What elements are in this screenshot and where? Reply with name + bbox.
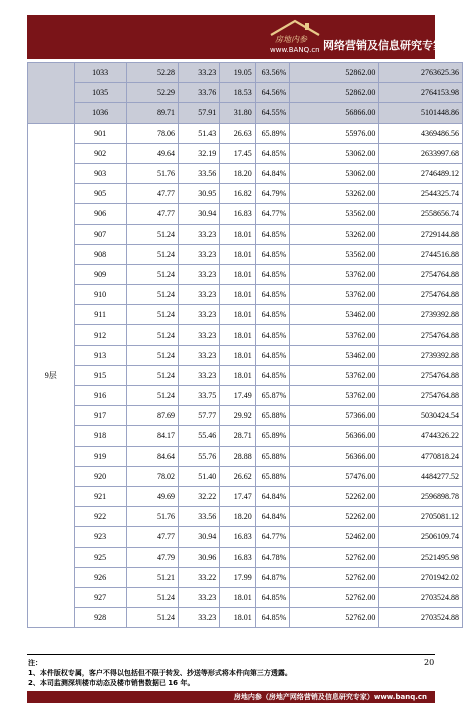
header-banner: [27, 15, 444, 59]
value-cell: 64.85%: [255, 325, 290, 345]
value-cell: 51.24: [126, 608, 178, 628]
value-cell: 51.24: [126, 325, 178, 345]
unit-cell: 927: [74, 587, 126, 607]
unit-cell: 905: [74, 184, 126, 204]
value-cell: 51.76: [126, 507, 178, 527]
value-cell: 18.01: [220, 224, 256, 244]
page-number: 20: [424, 658, 435, 667]
unit-cell: 1036: [74, 103, 126, 123]
value-cell: 2754764.88: [379, 325, 463, 345]
value-cell: 64.85%: [255, 365, 290, 385]
value-cell: 2521495.98: [379, 547, 463, 567]
unit-cell: 902: [74, 143, 126, 163]
value-cell: 55.76: [179, 446, 220, 466]
value-cell: 51.24: [126, 386, 178, 406]
value-cell: 52762.00: [290, 587, 379, 607]
unit-cell: 922: [74, 507, 126, 527]
value-cell: 33.23: [179, 244, 220, 264]
value-cell: 64.78%: [255, 547, 290, 567]
value-cell: 2705081.12: [379, 507, 463, 527]
value-cell: 51.76: [126, 163, 178, 183]
table-row: [28, 486, 463, 506]
value-cell: 47.79: [126, 547, 178, 567]
value-cell: 53562.00: [290, 244, 379, 264]
value-cell: 53762.00: [290, 386, 379, 406]
value-cell: 64.85%: [255, 244, 290, 264]
value-cell: 4369486.56: [379, 123, 463, 143]
unit-cell: 908: [74, 244, 126, 264]
value-cell: 56366.00: [290, 446, 379, 466]
value-cell: 78.06: [126, 123, 178, 143]
value-cell: 33.23: [179, 285, 220, 305]
table-row: [28, 426, 463, 446]
value-cell: 51.24: [126, 587, 178, 607]
value-cell: 52.28: [126, 63, 178, 83]
value-cell: 18.53: [220, 83, 256, 103]
table-row: [28, 386, 463, 406]
value-cell: 33.75: [179, 386, 220, 406]
table-row: [28, 507, 463, 527]
value-cell: 65.88%: [255, 446, 290, 466]
value-cell: 53262.00: [290, 224, 379, 244]
value-cell: 65.87%: [255, 386, 290, 406]
footer-banner: [27, 691, 435, 703]
table-row: [28, 567, 463, 587]
value-cell: 4484277.52: [379, 466, 463, 486]
value-cell: 18.01: [220, 305, 256, 325]
table-row: [28, 365, 463, 385]
value-cell: 64.56%: [255, 83, 290, 103]
value-cell: 33.23: [179, 264, 220, 284]
unit-cell: 923: [74, 527, 126, 547]
value-cell: 84.17: [126, 426, 178, 446]
value-cell: 33.23: [179, 608, 220, 628]
value-cell: 51.24: [126, 345, 178, 365]
value-cell: 16.83: [220, 527, 256, 547]
value-cell: 2596898.78: [379, 486, 463, 506]
value-cell: 18.01: [220, 365, 256, 385]
value-cell: 47.77: [126, 184, 178, 204]
notes-label: 注：: [28, 659, 42, 667]
value-cell: 16.83: [220, 204, 256, 224]
value-cell: 33.56: [179, 507, 220, 527]
value-cell: 65.89%: [255, 123, 290, 143]
unit-cell: 916: [74, 386, 126, 406]
table-row: [28, 325, 463, 345]
value-cell: 64.79%: [255, 184, 290, 204]
unit-cell: 1033: [74, 63, 126, 83]
table-row: [28, 285, 463, 305]
table-row: [28, 446, 463, 466]
value-cell: 33.22: [179, 567, 220, 587]
table-row: [28, 305, 463, 325]
value-cell: 57.77: [179, 406, 220, 426]
value-cell: 51.21: [126, 567, 178, 587]
logo: [265, 19, 325, 55]
value-cell: 64.84%: [255, 163, 290, 183]
table-row: [28, 587, 463, 607]
value-cell: 52862.00: [290, 83, 379, 103]
unit-cell: 906: [74, 204, 126, 224]
value-cell: 2701942.02: [379, 567, 463, 587]
floor-cell: 9层: [28, 123, 75, 628]
value-cell: 2544325.74: [379, 184, 463, 204]
value-cell: 78.02: [126, 466, 178, 486]
value-cell: 52.29: [126, 83, 178, 103]
value-cell: 53062.00: [290, 143, 379, 163]
value-cell: 64.84%: [255, 507, 290, 527]
unit-cell: 913: [74, 345, 126, 365]
value-cell: 31.80: [220, 103, 256, 123]
value-cell: 47.77: [126, 527, 178, 547]
value-cell: 18.01: [220, 285, 256, 305]
note-line-2: 2、本司监测深圳楼市动态及楼市销售数据已 16 年。: [28, 679, 195, 687]
value-cell: 52762.00: [290, 567, 379, 587]
unit-cell: 917: [74, 406, 126, 426]
value-cell: 64.85%: [255, 587, 290, 607]
value-cell: 52862.00: [290, 63, 379, 83]
table-row: [28, 264, 463, 284]
value-cell: 2633997.68: [379, 143, 463, 163]
value-cell: 57476.00: [290, 466, 379, 486]
value-cell: 51.24: [126, 264, 178, 284]
value-cell: 47.77: [126, 204, 178, 224]
value-cell: 2746489.12: [379, 163, 463, 183]
value-cell: 53462.00: [290, 305, 379, 325]
unit-cell: 910: [74, 285, 126, 305]
table-row: [28, 244, 463, 264]
value-cell: 30.94: [179, 527, 220, 547]
value-cell: 33.23: [179, 63, 220, 83]
unit-cell: 918: [74, 426, 126, 446]
value-cell: 32.19: [179, 143, 220, 163]
value-cell: 16.82: [220, 184, 256, 204]
value-cell: 26.63: [220, 123, 256, 143]
value-cell: 18.01: [220, 325, 256, 345]
value-cell: 30.96: [179, 547, 220, 567]
value-cell: 2754764.88: [379, 285, 463, 305]
value-cell: 16.83: [220, 547, 256, 567]
value-cell: 18.20: [220, 163, 256, 183]
table-row: [28, 163, 463, 183]
table-row: [28, 547, 463, 567]
value-cell: 2729144.88: [379, 224, 463, 244]
logo-url: www.BANQ.cn: [270, 46, 320, 54]
value-cell: 65.88%: [255, 466, 290, 486]
value-cell: 64.85%: [255, 608, 290, 628]
value-cell: 84.64: [126, 446, 178, 466]
value-cell: 18.20: [220, 507, 256, 527]
table-row: [28, 406, 463, 426]
value-cell: 65.88%: [255, 406, 290, 426]
value-cell: 2558656.74: [379, 204, 463, 224]
value-cell: 89.71: [126, 103, 178, 123]
value-cell: 2739392.88: [379, 345, 463, 365]
unit-cell: 919: [74, 446, 126, 466]
value-cell: 28.71: [220, 426, 256, 446]
value-cell: 53762.00: [290, 264, 379, 284]
value-cell: 53562.00: [290, 204, 379, 224]
value-cell: 55976.00: [290, 123, 379, 143]
value-cell: 64.85%: [255, 345, 290, 365]
value-cell: 49.64: [126, 143, 178, 163]
value-cell: 29.92: [220, 406, 256, 426]
table-row: [28, 184, 463, 204]
value-cell: 53062.00: [290, 163, 379, 183]
unit-cell: 909: [74, 264, 126, 284]
value-cell: 53762.00: [290, 365, 379, 385]
value-cell: 64.87%: [255, 567, 290, 587]
unit-cell: 925: [74, 547, 126, 567]
value-cell: 2754764.88: [379, 365, 463, 385]
value-cell: 64.77%: [255, 527, 290, 547]
table-row: [28, 527, 463, 547]
value-cell: 52462.00: [290, 527, 379, 547]
value-cell: 87.69: [126, 406, 178, 426]
value-cell: 55.46: [179, 426, 220, 446]
table-row: [28, 608, 463, 628]
value-cell: 33.23: [179, 587, 220, 607]
table-row: [28, 224, 463, 244]
value-cell: 51.40: [179, 466, 220, 486]
value-cell: 57366.00: [290, 406, 379, 426]
value-cell: 51.24: [126, 244, 178, 264]
value-cell: 53762.00: [290, 285, 379, 305]
value-cell: 53462.00: [290, 345, 379, 365]
table-row: [28, 143, 463, 163]
unit-cell: 911: [74, 305, 126, 325]
table-row: [28, 83, 463, 103]
value-cell: 33.23: [179, 224, 220, 244]
value-cell: 52762.00: [290, 608, 379, 628]
value-cell: 49.69: [126, 486, 178, 506]
value-cell: 2763625.36: [379, 63, 463, 83]
table-row: [28, 103, 463, 123]
value-cell: 2764153.98: [379, 83, 463, 103]
value-cell: 64.77%: [255, 204, 290, 224]
value-cell: 18.01: [220, 608, 256, 628]
value-cell: 52262.00: [290, 507, 379, 527]
value-cell: 4744326.22: [379, 426, 463, 446]
unit-cell: 915: [74, 365, 126, 385]
value-cell: 33.23: [179, 365, 220, 385]
unit-cell: 926: [74, 567, 126, 587]
unit-cell: 901: [74, 123, 126, 143]
value-cell: 17.47: [220, 486, 256, 506]
value-cell: 28.88: [220, 446, 256, 466]
value-cell: 2703524.88: [379, 587, 463, 607]
table-row: [28, 204, 463, 224]
divider: [27, 654, 435, 655]
notes: [28, 658, 292, 688]
value-cell: 52262.00: [290, 486, 379, 506]
value-cell: 53762.00: [290, 325, 379, 345]
value-cell: 33.23: [179, 325, 220, 345]
value-cell: 64.55%: [255, 103, 290, 123]
value-cell: 18.01: [220, 345, 256, 365]
value-cell: 56366.00: [290, 426, 379, 446]
note-line-1: 1、本件版权专属，客户不得以包括但不限于转发、抄送等形式将本件向第三方透露。: [28, 669, 292, 677]
value-cell: 53262.00: [290, 184, 379, 204]
price-table: [27, 62, 463, 628]
logo-text: 房地内参: [275, 35, 307, 44]
value-cell: 64.85%: [255, 285, 290, 305]
value-cell: 18.01: [220, 587, 256, 607]
footer-text: 房地内参（房地产网络营销及信息研究专家）www.banq.cn: [233, 693, 427, 701]
table-row: [28, 63, 463, 83]
value-cell: 51.43: [179, 123, 220, 143]
value-cell: 51.24: [126, 365, 178, 385]
value-cell: 33.76: [179, 83, 220, 103]
value-cell: 5030424.54: [379, 406, 463, 426]
value-cell: 18.01: [220, 264, 256, 284]
value-cell: 4770818.24: [379, 446, 463, 466]
value-cell: 64.85%: [255, 224, 290, 244]
value-cell: 51.24: [126, 285, 178, 305]
table-row: [28, 466, 463, 486]
value-cell: 18.01: [220, 244, 256, 264]
value-cell: 33.56: [179, 163, 220, 183]
value-cell: 17.99: [220, 567, 256, 587]
value-cell: 2744516.88: [379, 244, 463, 264]
value-cell: 51.24: [126, 305, 178, 325]
value-cell: 5101448.86: [379, 103, 463, 123]
value-cell: 30.94: [179, 204, 220, 224]
value-cell: 2703524.88: [379, 608, 463, 628]
brand-slogan: 网络营销及信息研究专家: [323, 39, 444, 52]
unit-cell: 903: [74, 163, 126, 183]
value-cell: 2739392.88: [379, 305, 463, 325]
unit-cell: 907: [74, 224, 126, 244]
value-cell: 51.24: [126, 224, 178, 244]
value-cell: 2506109.74: [379, 527, 463, 547]
value-cell: 33.23: [179, 305, 220, 325]
table-row: [28, 345, 463, 365]
value-cell: 64.85%: [255, 264, 290, 284]
value-cell: 57.91: [179, 103, 220, 123]
value-cell: 17.45: [220, 143, 256, 163]
unit-cell: 912: [74, 325, 126, 345]
floor-cell-empty: [28, 63, 75, 124]
value-cell: 33.23: [179, 345, 220, 365]
value-cell: 2754764.88: [379, 386, 463, 406]
table-row: [28, 123, 463, 143]
unit-cell: 928: [74, 608, 126, 628]
value-cell: 65.89%: [255, 426, 290, 446]
value-cell: 64.85%: [255, 143, 290, 163]
value-cell: 63.56%: [255, 63, 290, 83]
value-cell: 64.84%: [255, 486, 290, 506]
value-cell: 17.49: [220, 386, 256, 406]
value-cell: 30.95: [179, 184, 220, 204]
unit-cell: 921: [74, 486, 126, 506]
value-cell: 32.22: [179, 486, 220, 506]
value-cell: 19.05: [220, 63, 256, 83]
unit-cell: 1035: [74, 83, 126, 103]
value-cell: 26.62: [220, 466, 256, 486]
value-cell: 2754764.88: [379, 264, 463, 284]
value-cell: 56866.00: [290, 103, 379, 123]
value-cell: 64.85%: [255, 305, 290, 325]
value-cell: 52762.00: [290, 547, 379, 567]
unit-cell: 920: [74, 466, 126, 486]
